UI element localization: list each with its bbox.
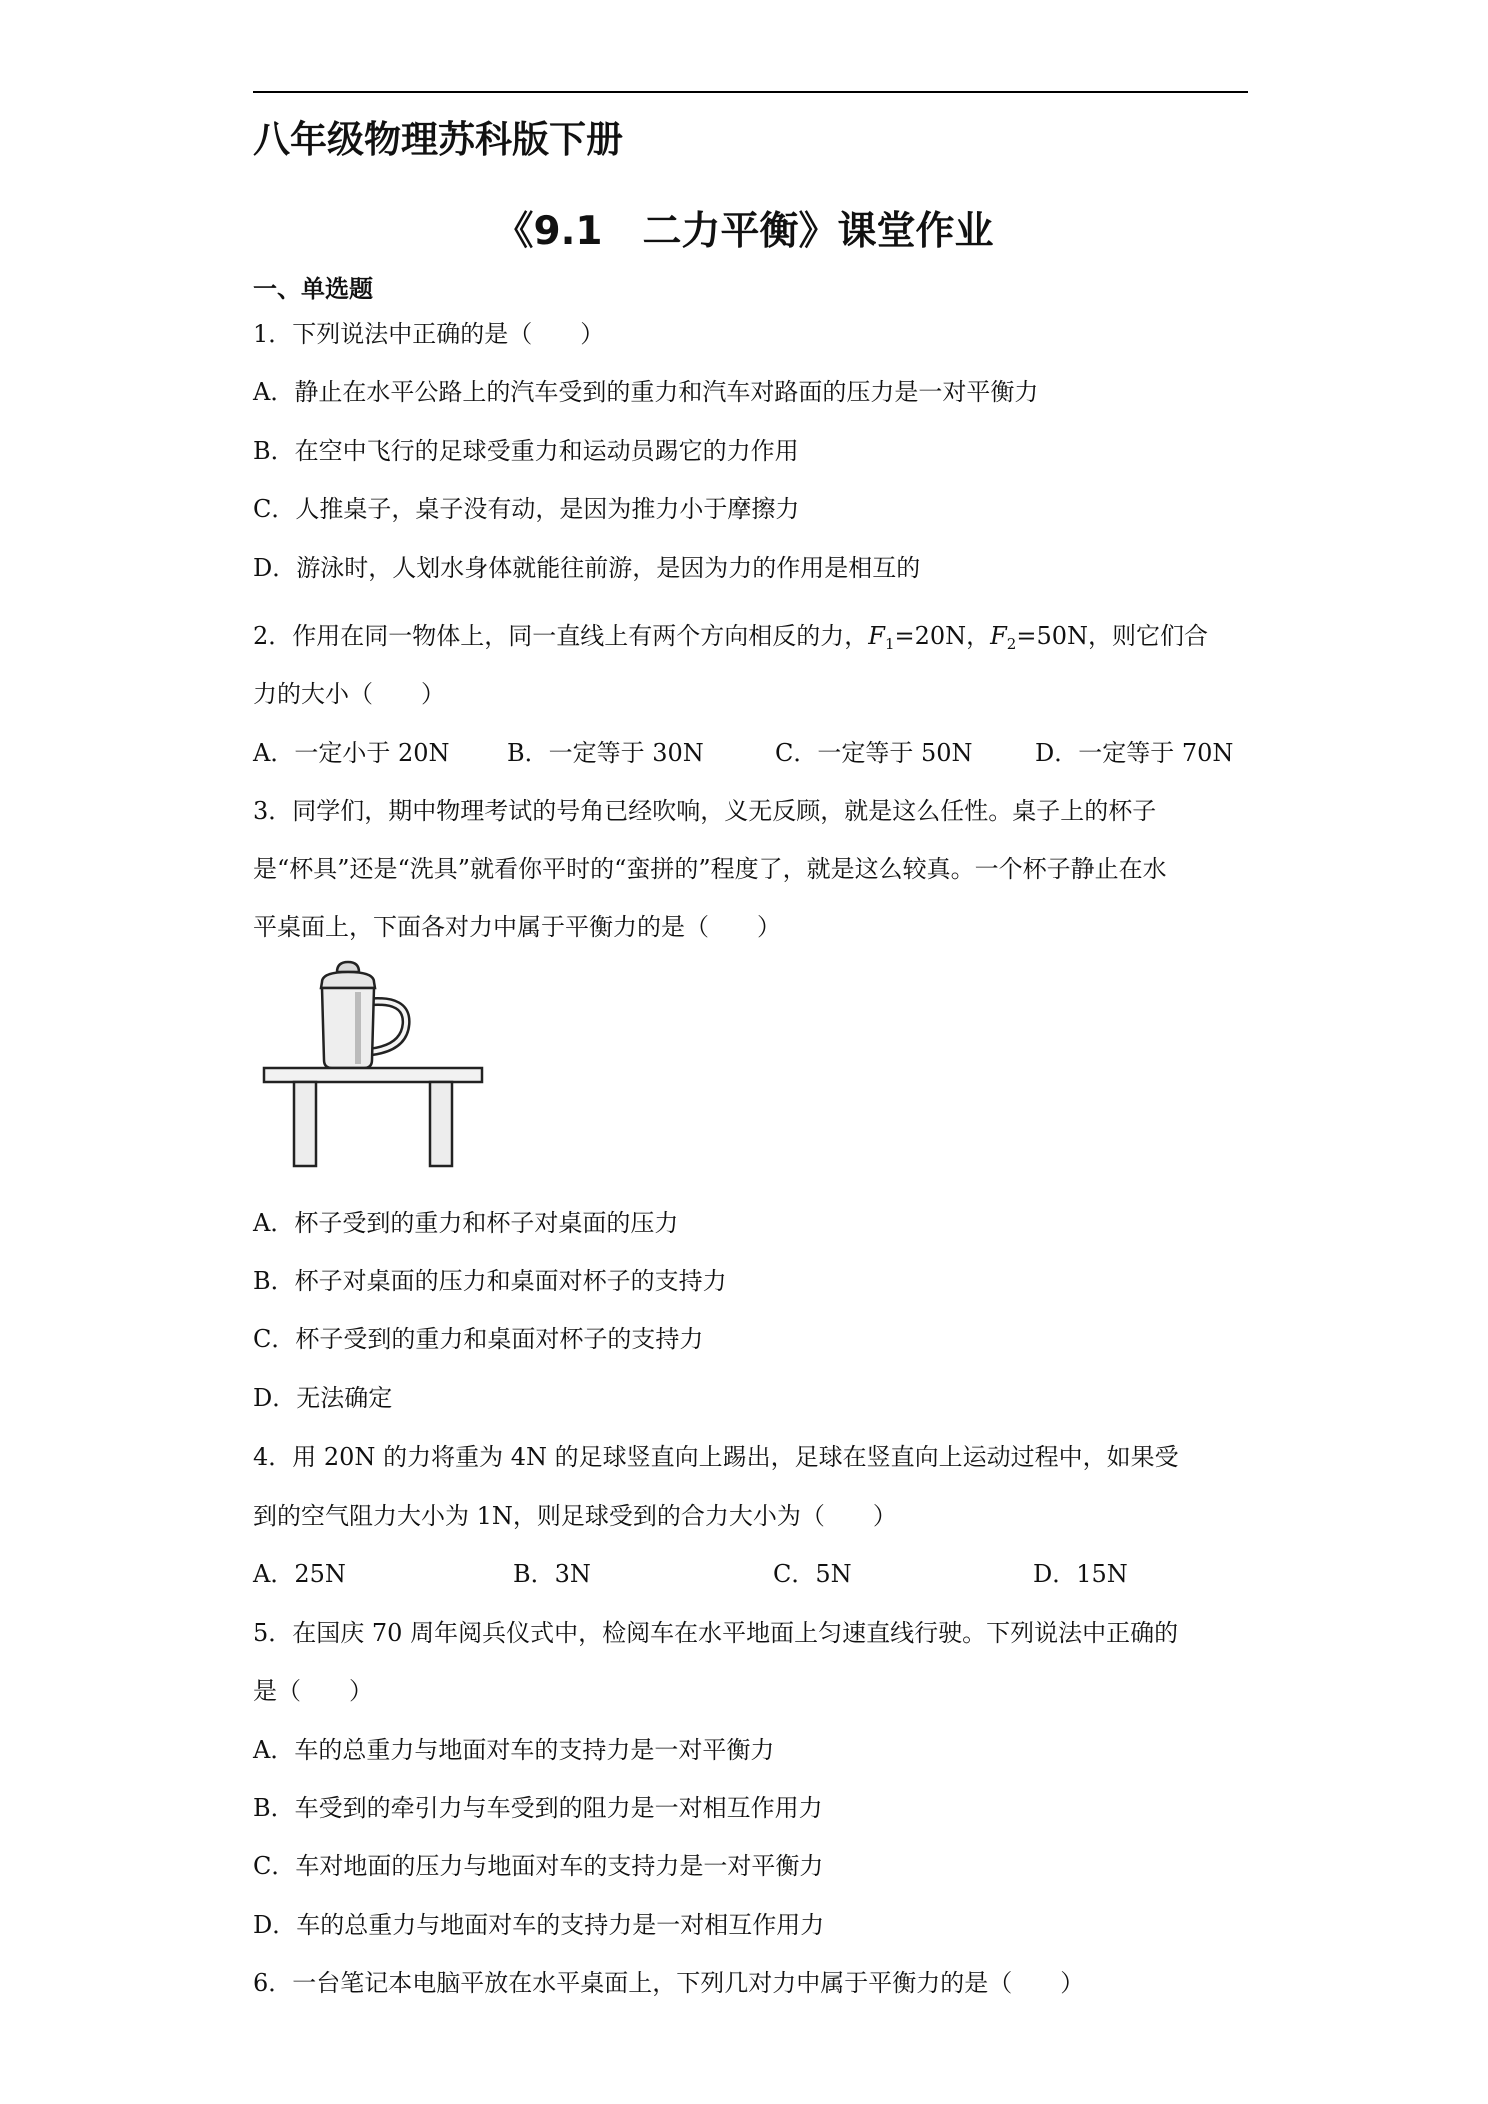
q2-stem-text: 2．作用在同一物体上，同一直线上有两个方向相反的力， (253, 622, 869, 650)
cup-on-table-figure (258, 960, 488, 1170)
q3-option-c: C．杯子受到的重力和桌面对杯子的支持力 (253, 1325, 704, 1353)
q3-option-b: B．杯子对桌面的压力和桌面对杯子的支持力 (253, 1267, 727, 1295)
q2-f2-value: =50N，则它们合 (1016, 622, 1208, 650)
q4-option-c: C．5N (773, 1560, 852, 1588)
title-text: 二力平衡》课堂作业 (642, 209, 994, 254)
q1-stem: 1．下列说法中正确的是（ ） (253, 320, 605, 348)
q1-option-d: D．游泳时，人划水身体就能往前游，是因为力的作用是相互的 (253, 554, 921, 582)
q5-option-b: B．车受到的牵引力与车受到的阻力是一对相互作用力 (253, 1794, 823, 1822)
q3-option-a: A．杯子受到的重力和杯子对桌面的压力 (253, 1209, 679, 1237)
q1-option-c: C．人推桌子，桌子没有动，是因为推力小于摩擦力 (253, 495, 800, 523)
q2-f2-subscript: 2 (1006, 635, 1017, 653)
q4-option-b: B．3N (513, 1560, 591, 1588)
q5-option-c: C．车对地面的压力与地面对车的支持力是一对平衡力 (253, 1852, 824, 1880)
q5-option-a: A．车的总重力与地面对车的支持力是一对平衡力 (253, 1736, 775, 1764)
q3-stem-line2: 是“杯具”还是“洗具”就看你平时的“蛮拼的”程度了，就是这么较真。一个杯子静止在水 (253, 855, 1167, 883)
header-rule (253, 91, 1248, 93)
section-heading: 一、单选题 (253, 275, 373, 303)
q3-stem-line1: 3．同学们，期中物理考试的号角已经吹响，义无反顾，就是这么任性。桌子上的杯子 (253, 797, 1157, 825)
q3-stem-line3: 平桌面上，下面各对力中属于平衡力的是（ ） (253, 913, 781, 941)
q2-f1-value: =20N， (894, 622, 991, 650)
q5-stem-line2: 是（ ） (253, 1677, 373, 1705)
q2-option-b: B．一定等于 30N (507, 739, 704, 767)
q2-stem-line2: 力的大小（ ） (253, 680, 445, 708)
q2-stem (253, 618, 1208, 662)
q5-option-d: D．车的总重力与地面对车的支持力是一对相互作用力 (253, 1911, 825, 1939)
q2-f2-symbol: F (990, 622, 1007, 650)
q4-stem-line1: 4．用 20N 的力将重为 4N 的足球竖直向上踢出，足球在竖直向上运动过程中，如果受 (253, 1443, 1179, 1471)
q2-option-a: A．一定小于 20N (253, 739, 450, 767)
title-number: 《9.1 (494, 209, 603, 254)
q4-stem-line2: 到的空气阻力大小为 1N，则足球受到的合力大小为（ ） (253, 1502, 897, 1530)
q1-option-b: B．在空中飞行的足球受重力和运动员踢它的力作用 (253, 437, 799, 465)
q3-option-d: D．无法确定 (253, 1384, 393, 1412)
q1-option-a: A．静止在水平公路上的汽车受到的重力和汽车对路面的压力是一对平衡力 (253, 378, 1039, 406)
q6-stem: 6．一台笔记本电脑平放在水平桌面上，下列几对力中属于平衡力的是（ ） (253, 1969, 1085, 1997)
q5-stem-line1: 5．在国庆 70 周年阅兵仪式中，检阅车在水平地面上匀速直线行驶。下列说法中正确的 (253, 1619, 1179, 1647)
q4-option-a: A．25N (253, 1560, 346, 1588)
grade-label: 八年级物理苏科版下册 (253, 118, 623, 161)
q2-f1-subscript: 1 (884, 635, 895, 653)
q4-option-d: D．15N (1033, 1560, 1128, 1588)
q2-option-d: D．一定等于 70N (1035, 739, 1234, 767)
q2-f1-symbol: F (868, 622, 885, 650)
q2-option-c: C．一定等于 50N (775, 739, 973, 767)
page-title (0, 202, 1488, 262)
